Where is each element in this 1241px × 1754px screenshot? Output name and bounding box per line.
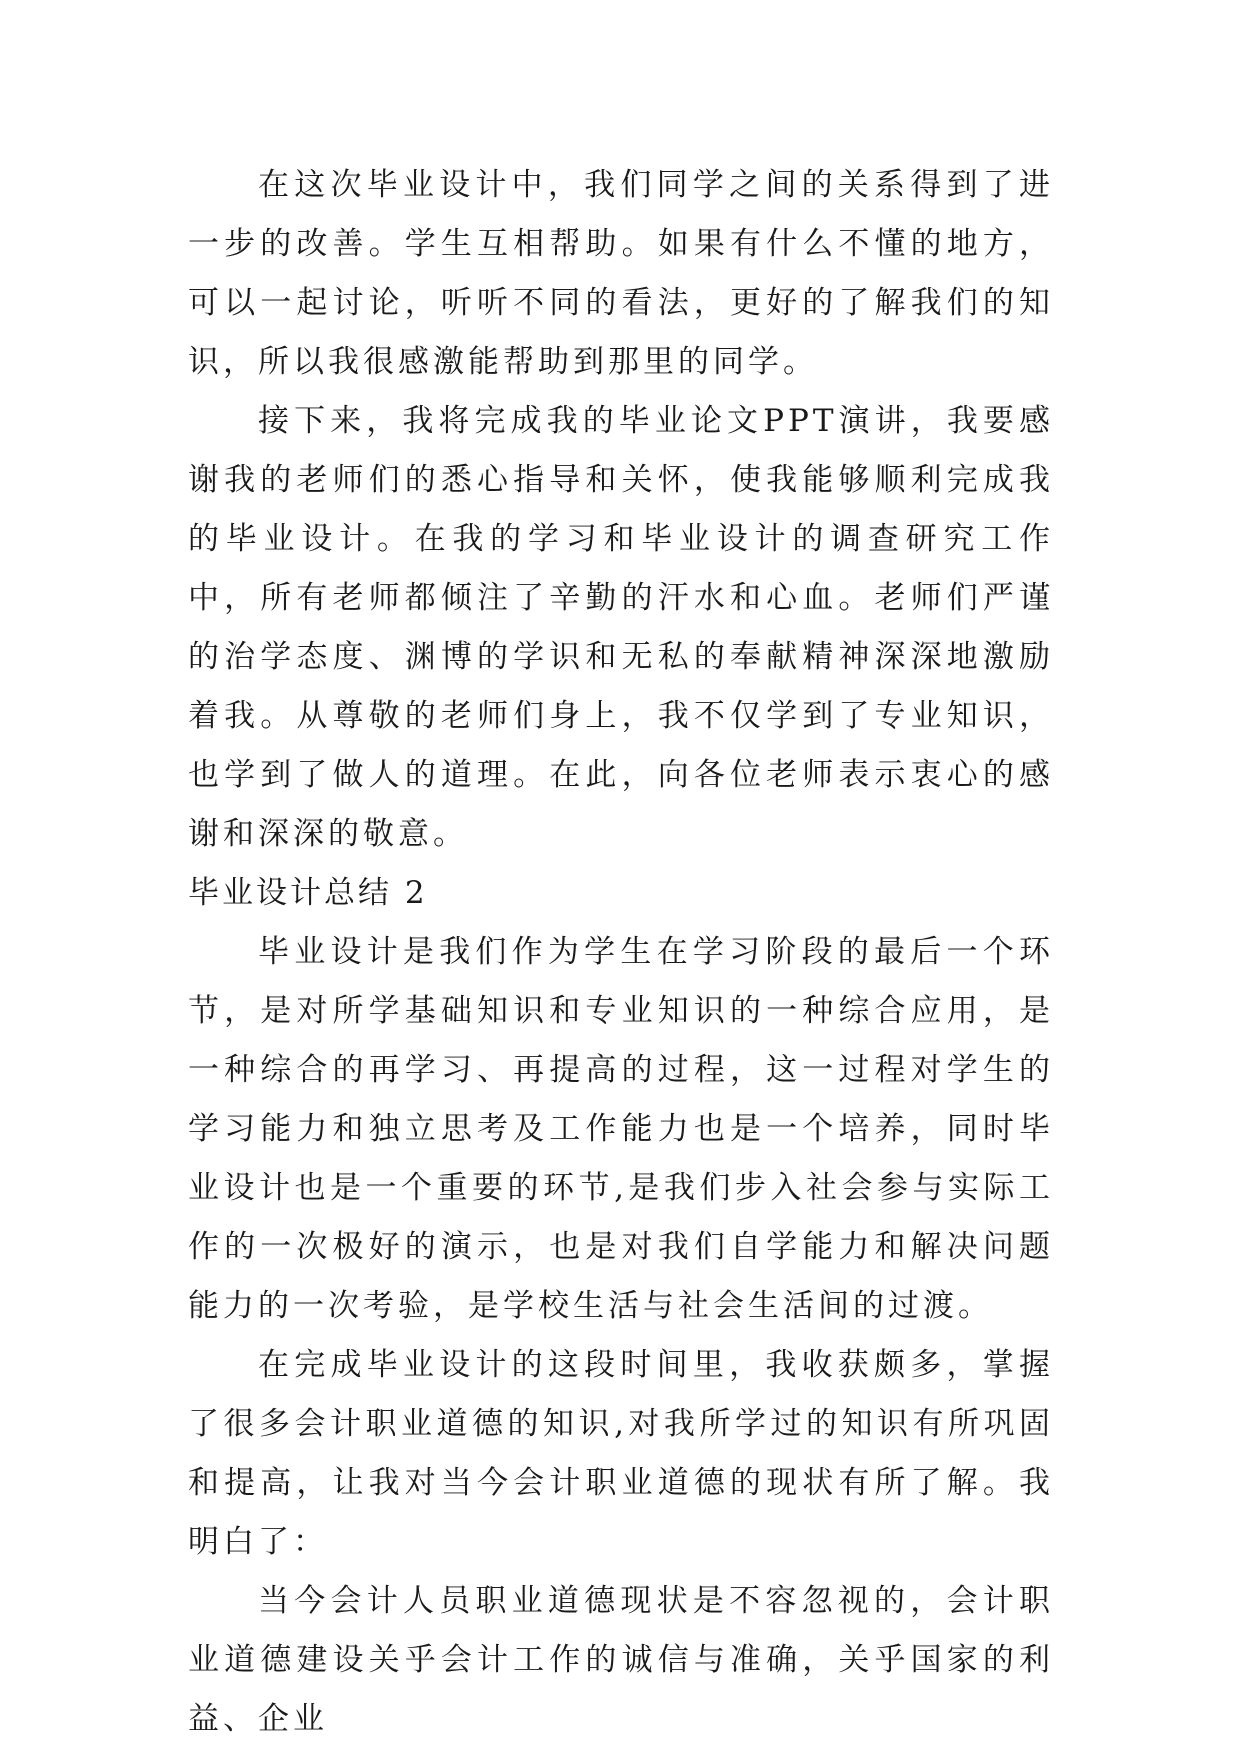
paragraph-thanks-teachers: 接下来，我将完成我的毕业论文PPT演讲，我要感谢我的老师们的悉心指导和关怀，使我能够顺利完成我的毕业设计。在我的学习和毕业设计的调查研究工作中，所有老师都倾注了辛勤的汗水和心血。老师们严谨的治学态度、渊博的学识和无私的奉献精神深深地激励着我。从尊敬的老师们身上，我不仅学到了专业知识，也学到了做人的道理。在此，向各位老师表示衷心的感谢和深深的敬意。 bbox=[188, 403, 1054, 852]
paragraph-harvest: 在完成毕业设计的这段时间里，我收获颇多，掌握了很多会计职业道德的知识,对我所学过的知识有所巩固和提高，让我对当今会计职业道德的现状有所了解。我明白了： bbox=[188, 1347, 1054, 1560]
section-heading: 毕业设计总结 2 bbox=[188, 875, 428, 911]
document-body bbox=[188, 156, 1054, 1749]
paragraph-classmates: 在这次毕业设计中，我们同学之间的关系得到了进一步的改善。学生互相帮助。如果有什么不懂的地方，可以一起讨论，听听不同的看法，更好的了解我们的知识，所以我很感激能帮助到那里的同学。 bbox=[188, 167, 1054, 380]
paragraph-ethics: 当今会计人员职业道德现状是不容忽视的，会计职业道德建设关乎会计工作的诚信与准确，关乎国家的利益、企业 bbox=[188, 1583, 1054, 1737]
paragraph-design-intro: 毕业设计是我们作为学生在学习阶段的最后一个环节，是对所学基础知识和专业知识的一种综合应用，是一种综合的再学习、再提高的过程，这一过程对学生的学习能力和独立思考及工作能力也是一个培养，同时毕业设计也是一个重要的环节,是我们步入社会参与实际工作的一次极好的演示，也是对我们自学能力和解决问题能力的一次考验，是学校生活与社会生活间的过渡。 bbox=[188, 934, 1054, 1324]
